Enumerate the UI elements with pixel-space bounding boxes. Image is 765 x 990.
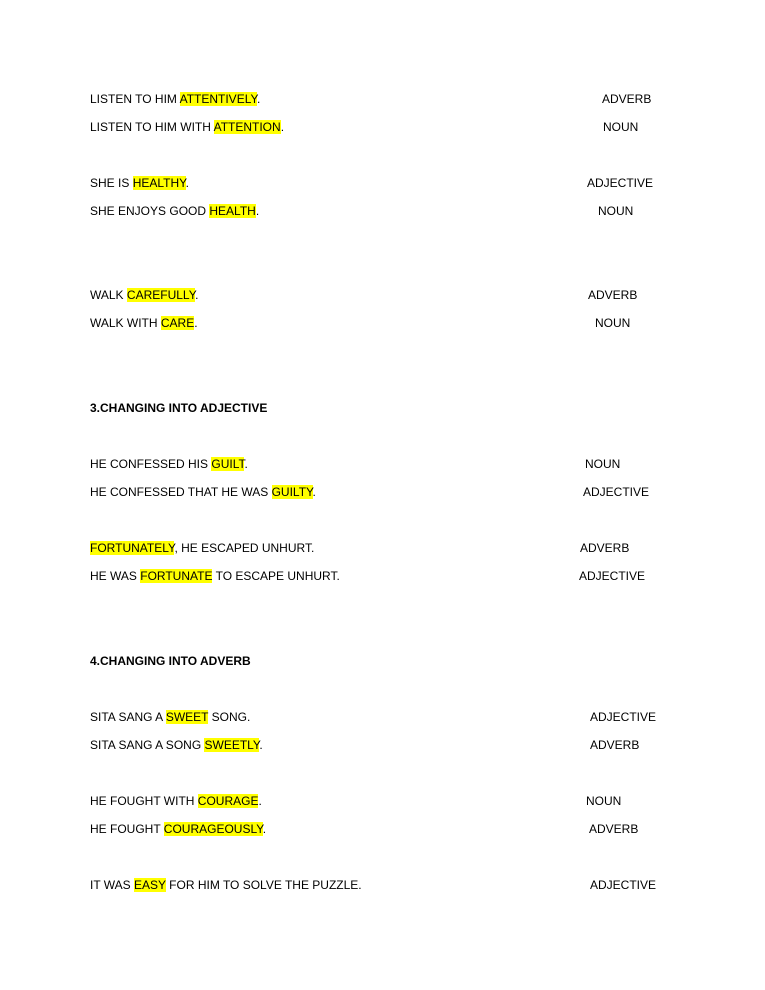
part-of-speech-label: ADVERB bbox=[589, 822, 639, 836]
highlighted-word: CAREFULLY bbox=[126, 288, 196, 302]
sentence-line: HE FOUGHT COURAGEOUSLY. bbox=[90, 822, 267, 836]
part-of-speech-label: ADVERB bbox=[580, 541, 630, 555]
highlighted-word: HEALTHY bbox=[132, 176, 186, 190]
sentence-line: HE CONFESSED HIS GUILT. bbox=[90, 457, 248, 471]
highlighted-word: ATTENTION bbox=[213, 120, 281, 134]
highlighted-word: SWEETLY bbox=[204, 738, 260, 752]
sentence-line: WALK WITH CARE. bbox=[90, 316, 198, 330]
part-of-speech-label: NOUN bbox=[595, 316, 631, 330]
sentence-line: LISTEN TO HIM ATTENTIVELY. bbox=[90, 92, 261, 106]
sentence-line: SITA SANG A SONG SWEETLY. bbox=[90, 738, 263, 752]
highlighted-word: SWEET bbox=[165, 710, 209, 724]
highlighted-word: COURAGE bbox=[197, 794, 259, 808]
sentence-line: SITA SANG A SWEET SONG. bbox=[90, 710, 251, 724]
sentence-line: FORTUNATELY, HE ESCAPED UNHURT. bbox=[90, 541, 315, 555]
highlighted-word: HEALTH bbox=[209, 204, 256, 218]
section-heading: 3.CHANGING INTO ADJECTIVE bbox=[90, 401, 268, 415]
part-of-speech-label: NOUN bbox=[598, 204, 634, 218]
sentence-line: LISTEN TO HIM WITH ATTENTION. bbox=[90, 120, 285, 134]
highlighted-word: ATTENTIVELY bbox=[179, 92, 257, 106]
highlighted-word: COURAGEOUSLY bbox=[163, 822, 263, 836]
part-of-speech-label: NOUN bbox=[603, 120, 639, 134]
part-of-speech-label: ADJECTIVE bbox=[579, 569, 646, 583]
part-of-speech-label: ADJECTIVE bbox=[590, 878, 657, 892]
sentence-line: SHE ENJOYS GOOD HEALTH. bbox=[90, 204, 260, 218]
part-of-speech-label: NOUN bbox=[585, 457, 621, 471]
sentence-line: WALK CAREFULLY. bbox=[90, 288, 199, 302]
sentence-line: HE CONFESSED THAT HE WAS GUILTY. bbox=[90, 485, 316, 499]
section-heading: 4.CHANGING INTO ADVERB bbox=[90, 654, 251, 668]
part-of-speech-label: ADVERB bbox=[602, 92, 652, 106]
part-of-speech-label: ADJECTIVE bbox=[587, 176, 654, 190]
highlighted-word: GUILT bbox=[211, 457, 245, 471]
sentence-line: HE FOUGHT WITH COURAGE. bbox=[90, 794, 262, 808]
part-of-speech-label: ADVERB bbox=[590, 738, 640, 752]
part-of-speech-label: ADJECTIVE bbox=[583, 485, 650, 499]
part-of-speech-label: ADVERB bbox=[588, 288, 638, 302]
part-of-speech-label: ADJECTIVE bbox=[590, 710, 657, 724]
highlighted-word: CARE bbox=[160, 316, 195, 330]
highlighted-word: EASY bbox=[134, 878, 166, 892]
sentence-line: SHE IS HEALTHY. bbox=[90, 176, 189, 190]
highlighted-word: FORTUNATELY bbox=[90, 541, 175, 555]
highlighted-word: FORTUNATE bbox=[140, 569, 213, 583]
sentence-line: IT WAS EASY FOR HIM TO SOLVE THE PUZZLE. bbox=[90, 878, 362, 892]
part-of-speech-label: NOUN bbox=[586, 794, 622, 808]
sentence-line: HE WAS FORTUNATE TO ESCAPE UNHURT. bbox=[90, 569, 340, 583]
highlighted-word: GUILTY bbox=[271, 485, 313, 499]
